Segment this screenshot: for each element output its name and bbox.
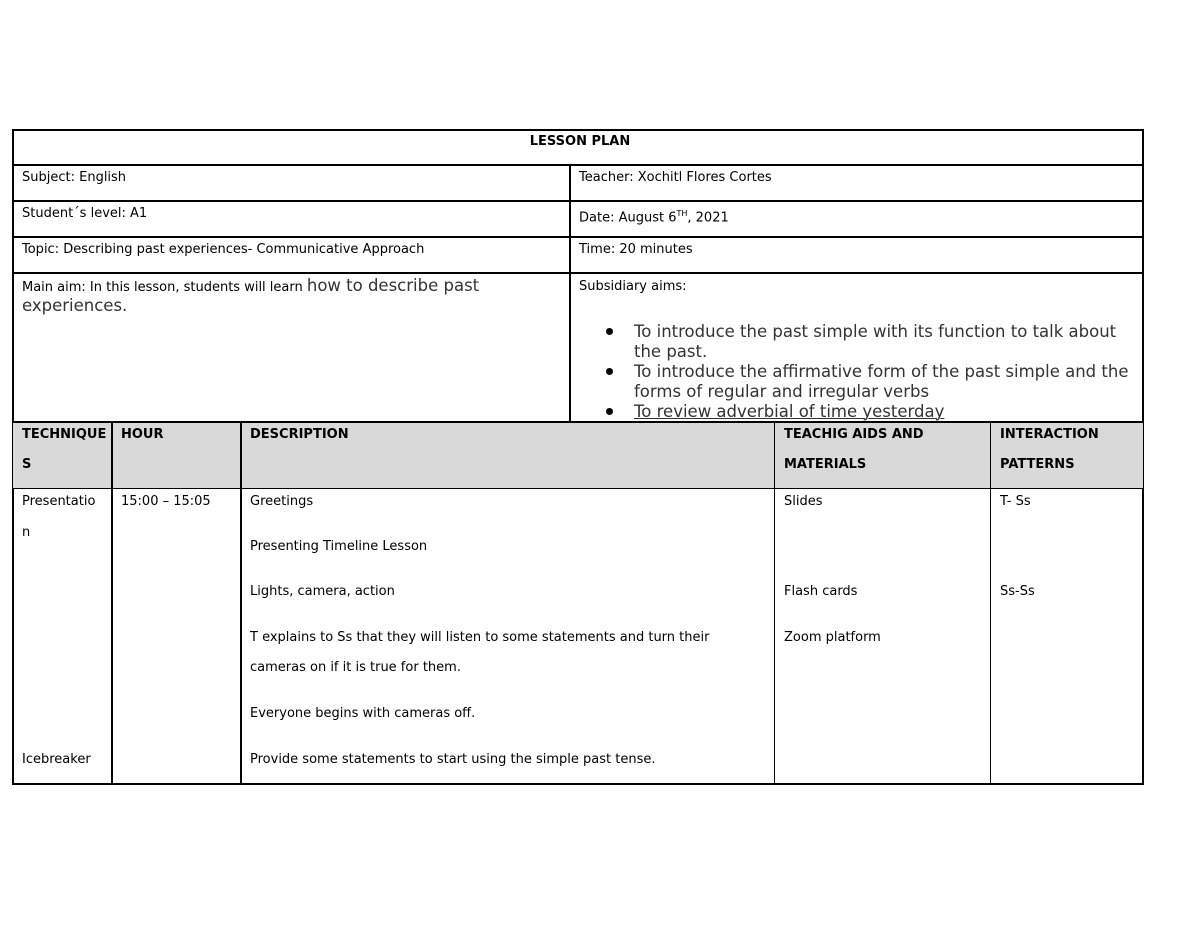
header-interaction: INTERACTION bbox=[1000, 427, 1099, 442]
description-line: Everyone begins with cameras off. bbox=[250, 706, 476, 721]
column-divider bbox=[774, 421, 775, 785]
header-aids: TEACHIG AIDS AND bbox=[784, 427, 924, 442]
page-title: LESSON PLAN bbox=[529, 134, 631, 149]
row-divider bbox=[12, 164, 1144, 166]
list-item: To introduce the affirmative form of the past simple and the forms of regular and irregular verbs bbox=[604, 362, 1134, 402]
row-divider bbox=[12, 488, 1144, 489]
subsidiary-aims-label: Subsidiary aims: bbox=[579, 279, 687, 294]
aids-cell: Flash cards bbox=[784, 584, 858, 599]
header-description: DESCRIPTION bbox=[250, 427, 349, 442]
header-interaction-wrap: PATTERNS bbox=[1000, 457, 1075, 472]
main-aim-continued: experiences. bbox=[22, 296, 128, 315]
column-header-band bbox=[13, 423, 1143, 489]
header-hour: HOUR bbox=[121, 427, 164, 442]
hour-cell: 15:00 – 15:05 bbox=[121, 494, 211, 509]
description-line: cameras on if it is true for them. bbox=[250, 660, 461, 675]
technique-cell: Presentatio bbox=[22, 494, 96, 509]
description-line: Presenting Timeline Lesson bbox=[250, 539, 428, 554]
teacher-field: Teacher: Xochitl Flores Cortes bbox=[579, 170, 772, 185]
description-line: Lights, camera, action bbox=[250, 584, 395, 599]
header-aids-wrap: MATERIALS bbox=[784, 457, 867, 472]
description-line: T explains to Ss that they will listen to some statements and turn their bbox=[250, 630, 710, 645]
interaction-cell: Ss-Ss bbox=[1000, 584, 1035, 599]
row-divider bbox=[12, 272, 1144, 274]
level-field: Student´s level: A1 bbox=[22, 206, 148, 221]
row-divider bbox=[12, 200, 1144, 202]
list-item: To review adverbial of time yesterday bbox=[604, 402, 1134, 422]
header-techniques-wrap: S bbox=[22, 457, 32, 472]
description-line: Provide some statements to start using the simple past tense. bbox=[250, 752, 656, 767]
aids-cell: Slides bbox=[784, 494, 823, 509]
description-line: Greetings bbox=[250, 494, 314, 509]
time-field: Time: 20 minutes bbox=[579, 242, 693, 257]
topic-field: Topic: Describing past experiences- Communicative Approach bbox=[22, 242, 425, 257]
column-divider bbox=[240, 421, 242, 785]
column-divider bbox=[990, 421, 991, 785]
subsidiary-aims-list bbox=[604, 322, 1134, 422]
column-divider bbox=[569, 164, 571, 422]
date-field: Date: August 6TH, 2021 bbox=[579, 209, 729, 226]
column-divider bbox=[111, 421, 113, 785]
interaction-cell: T- Ss bbox=[1000, 494, 1031, 509]
header-techniques: TECHNIQUE bbox=[22, 427, 107, 442]
subject-field: Subject: English bbox=[22, 170, 127, 185]
technique-cell-wrap: n bbox=[22, 525, 31, 540]
technique-icebreaker: Icebreaker bbox=[22, 752, 91, 767]
row-divider bbox=[12, 236, 1144, 238]
main-aim: Main aim: In this lesson, students will learn how to describe past bbox=[22, 276, 480, 295]
aids-cell: Zoom platform bbox=[784, 630, 881, 645]
list-item: To introduce the past simple with its function to talk about the past. bbox=[604, 322, 1134, 362]
